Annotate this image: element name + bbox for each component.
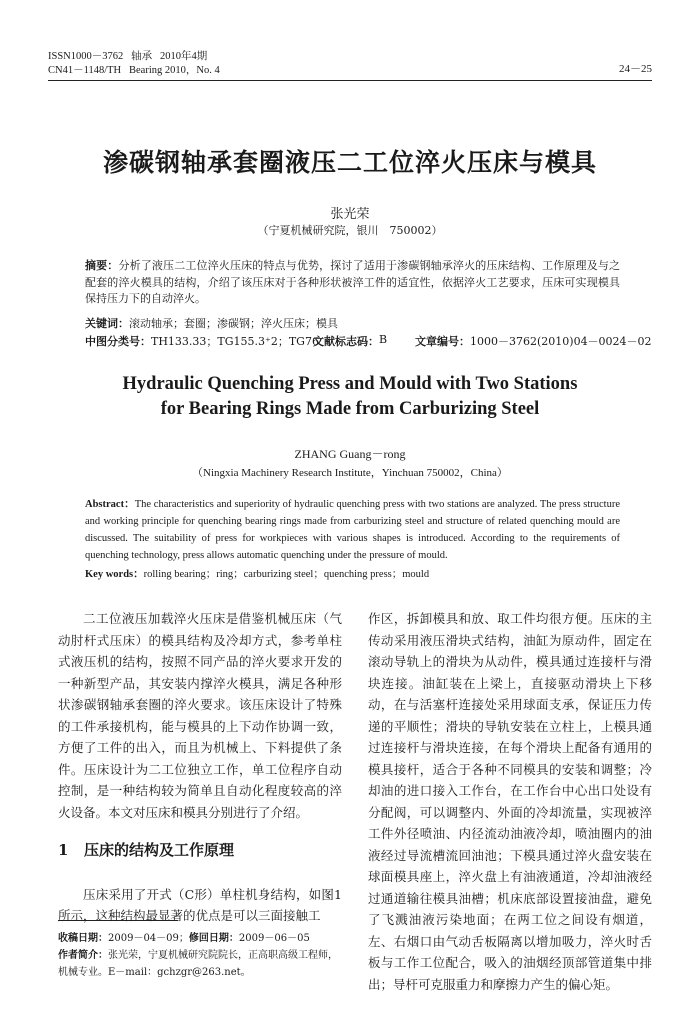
received-label: 收稿日期：: [58, 933, 108, 944]
author-bio: 张光荣，宁夏机械研究院院长，正高职高级工程师，机械专业。E－mail：gchzgr@263.net。: [58, 950, 338, 978]
body-paragraph-2: 压床采用了开式（C形）单柱机身结构，如图1所示，这种结构最显著的优点是可以三面接触工: [58, 886, 342, 923]
keywords-en-label: Key words：: [85, 569, 144, 580]
clc-value: TH133.33；TG155.3⁺2；TG76: [151, 335, 319, 348]
article-label: 文章编号：: [415, 335, 470, 348]
clc-label: 中图分类号：: [85, 335, 151, 348]
issue-cn: 2010年4期: [160, 51, 208, 62]
author-cn: 张光荣: [330, 207, 370, 222]
body-right-column: [368, 608, 652, 995]
keywords-en-text: rolling bearing；ring；carburizing steel；quenching press；mould: [143, 569, 430, 580]
page-range: 24－25: [619, 63, 652, 75]
section-title: 压床的结构及工作原理: [84, 841, 235, 859]
abstract-cn-text: 分析了液压二工位淬火压床的特点与优势，探讨了适用于渗碳钢轴承淬火的压床结构、工作原理及与之配套的淬火模具的结构，介绍了该压床对于各种形状被淬工件的适宜性，依据淬火工艺要求，压床可实现模具保持压力下的自动淬火。: [85, 259, 621, 305]
keywords-cn-text: 滚动轴承；套圈；渗碳钢；淬火压床；模具: [129, 317, 338, 330]
keywords-en: [85, 566, 620, 581]
author-en: ZHANG Guang－rong: [294, 447, 406, 461]
section-heading-1: [58, 839, 342, 860]
abstract-en-label: Abstract：: [85, 499, 135, 510]
header-left: [48, 50, 220, 78]
abstract-cn: [85, 258, 620, 308]
footnote: [58, 930, 342, 981]
doc-code: [313, 333, 388, 349]
author-bio-label: 作者简介：: [58, 950, 108, 961]
title-cn: 渗碳钢轴承套圈液压二工位淬火压床与模具: [102, 148, 597, 177]
clc-number: [85, 333, 319, 349]
received-date: 2009－04－09；: [108, 933, 189, 944]
revised-label: 修回日期：: [188, 933, 239, 944]
journal-name-cn: 轴承: [131, 51, 153, 62]
section-number: 1: [58, 841, 69, 859]
title-en-line1: Hydraulic Quenching Press and Mould with Two Stations: [122, 374, 578, 394]
keywords-cn: [85, 315, 620, 331]
keywords-cn-label: 关键词：: [85, 317, 129, 330]
revised-date: 2009－06－05: [238, 933, 310, 944]
abstract-en: [85, 496, 620, 564]
affiliation-cn: （宁夏机械研究院，银川 750002）: [257, 224, 443, 237]
title-en-line2: for Bearing Rings Made from Carburizing Steel: [160, 399, 540, 419]
body-left-column: [58, 608, 342, 823]
body-paragraph-right: 作区，拆卸模具和放、取工件均很方便。压床的主传动采用液压滑块式结构，油缸为原动件，固定在滚动导轨上的滑块为从动件，模具通过连接杆与滑块连接。油缸装在上梁上，直接驱动滑块上下移动，在与活塞杆连接处采用球面支承，保证压力传递的平顺性；滑块的导轨安装在立柱上，上模具通过连接杆与滑块连接，在每个滑块上配备有通用的模具接杆，适合于各种不同模具的安装和调整；冷却油的进口接入工作台，在工作台中心出口处设有分配阀，可以调整内、外面的冷却流量，实现被淬工件外径喷油、内径流动油液冷却，喷油圈内的油液经过导流槽流回油池；下模具通过淬火盘安装在球面模具座上，淬火盘上有油液通道，冷却油液经过通道输往模具油槽；机床底部设置接油盘，避免了飞溅油液污染地面；在两工位之间设有烟道，左、右烟口由气动舌板隔离以增加吸力，淬火时舌板与工作工位配合，吸入的油烟经顶部管道集中排出；导杆可克服重力和摩擦力产生的偏心矩。: [368, 611, 652, 992]
abstract-en-text: The characteristics and superiority of hydraulic quenching press with two stations are analyzed. The press structure and working principle for quenching bearing rings made from carburizing steel and structure of related quenching mould are discussed. The suitability of press for workpieces with various shapes is introduced. According to the requirements of quenching technology, press allows automatic quenching under the pressure of mould.: [85, 499, 620, 561]
abstract-cn-label: 摘要：: [85, 259, 119, 272]
title-en: [0, 372, 700, 422]
doc-label: 文献标志码：: [313, 335, 379, 348]
doc-value: B: [379, 333, 388, 346]
footnote-divider: [58, 920, 178, 921]
affiliation-en: （Ningxia Machinery Research Institute，Yinchuan 750002，China）: [192, 467, 508, 479]
article-value: 1000－3762(2010)04－0024－02: [470, 335, 652, 348]
running-header: [48, 50, 652, 81]
body-paragraph-1: 二工位液压加载淬火压床是借鉴机械压床（气动肘杆式压床）的模具结构及冷却方式，参考单柱式液压机的结构，按照不同产品的淬火要求开发的一种新型产品，其安装内撑淬火模具，满足各种形状渗碳钢轴承套圈的淬火要求。该压床设计了特殊的工件承接机构，能与模具的上下动作协调一致，方便了工件的出入，而且为机械上、下料提供了条件。压床设计为二工位独立工作，单工位程序自动控制，是一种结构较为简单且自动化程度较高的淬火设备。本文对压床和模具分别进行了介绍。: [58, 611, 342, 820]
issn: ISSN1000－3762: [48, 51, 124, 62]
cn-number: CN41－1148/TH: [48, 65, 122, 76]
article-number: [415, 333, 652, 349]
journal-name-en: Bearing 2010，No. 4: [129, 65, 220, 76]
